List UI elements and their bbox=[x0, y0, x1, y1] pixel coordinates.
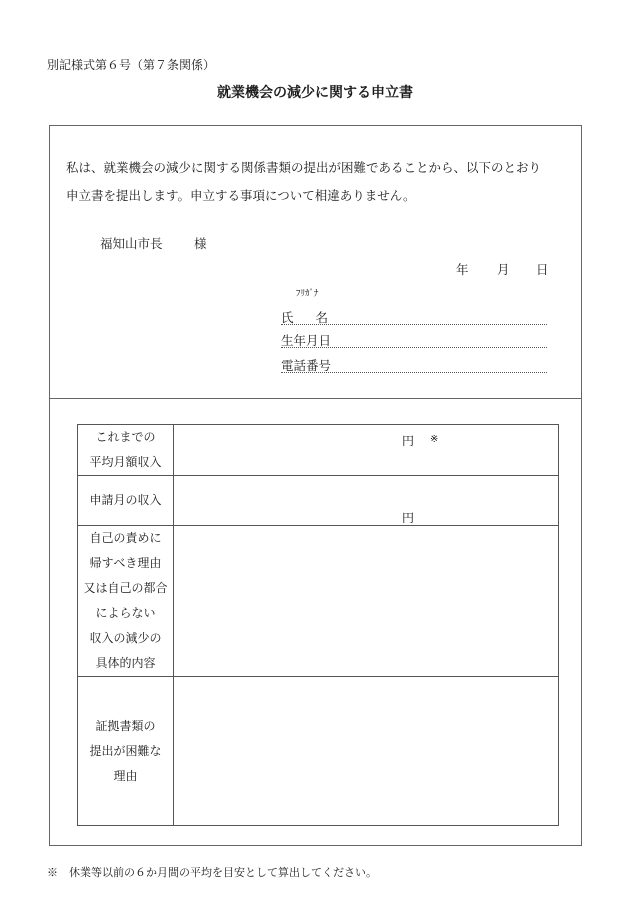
reference-mark: ※ bbox=[430, 434, 439, 445]
income-decrease-reason-cell[interactable] bbox=[174, 526, 559, 677]
table-row bbox=[78, 677, 559, 826]
reason-label-line: によらない bbox=[95, 606, 156, 620]
document-title: 就業機会の減少に関する申立書 bbox=[217, 85, 413, 101]
name-label-2: 名 bbox=[315, 310, 329, 325]
income-decrease-reason-label bbox=[78, 526, 174, 677]
application-month-income-label-text: 申請月の収入 bbox=[89, 493, 162, 507]
reason-label-line: 自己の責めに bbox=[89, 531, 162, 545]
footnote: ※ 休業等以前の６か月間の平均を目安として算出してください。 bbox=[47, 866, 377, 879]
table-row bbox=[78, 476, 559, 526]
income-table bbox=[77, 424, 559, 826]
name-label-1: 氏 bbox=[281, 310, 294, 325]
avg-income-yen-unit: 円 bbox=[402, 434, 415, 448]
declaration-line-1: 私は、就業機会の減少に関する関係書類の提出が困難であることから、以下のとおり bbox=[66, 160, 542, 175]
name-field[interactable] bbox=[281, 308, 547, 325]
furigana-label: ﾌﾘｶﾞﾅ bbox=[296, 289, 319, 299]
date-month-unit: 月 bbox=[497, 262, 510, 277]
evidence-difficulty-cell[interactable] bbox=[174, 677, 559, 826]
application-month-yen-unit: 円 bbox=[402, 511, 415, 525]
table-row bbox=[78, 425, 559, 476]
application-month-income-value-cell[interactable] bbox=[174, 476, 559, 526]
addressee: 福知山市長 bbox=[100, 236, 163, 251]
reason-label-line: 又は自己の都合 bbox=[83, 581, 168, 595]
form-number-label: 別記様式第６号（第７条関係） bbox=[47, 58, 216, 72]
avg-income-value-cell[interactable] bbox=[174, 425, 559, 476]
evidence-label-line: 提出が困難な bbox=[89, 743, 162, 758]
avg-income-label-line-1: これまでの bbox=[95, 430, 156, 444]
phone-field[interactable] bbox=[281, 356, 547, 373]
reason-label-line: 収入の減少の bbox=[89, 631, 162, 645]
avg-income-label bbox=[78, 425, 174, 476]
birthdate-label: 生年月日 bbox=[281, 333, 332, 348]
evidence-label-line: 証拠書類の bbox=[95, 718, 156, 733]
table-row bbox=[78, 526, 559, 677]
evidence-difficulty-label bbox=[78, 677, 174, 826]
evidence-label-line: 理由 bbox=[113, 768, 138, 783]
birthdate-field[interactable] bbox=[281, 331, 547, 348]
reason-label-line: 具体的内容 bbox=[95, 656, 156, 670]
phone-label: 電話番号 bbox=[281, 358, 332, 373]
declaration-line-2: 申立書を提出します。申立する事項について相違ありません。 bbox=[66, 188, 416, 203]
addressee-honorific: 様 bbox=[194, 236, 207, 251]
section-divider bbox=[49, 398, 582, 399]
date-day-unit: 日 bbox=[536, 262, 549, 277]
reason-label-line: 帰すべき理由 bbox=[89, 556, 162, 570]
application-month-income-label bbox=[78, 476, 174, 526]
date-year-unit: 年 bbox=[456, 262, 469, 277]
avg-income-label-line-2: 平均月額収入 bbox=[89, 455, 162, 469]
